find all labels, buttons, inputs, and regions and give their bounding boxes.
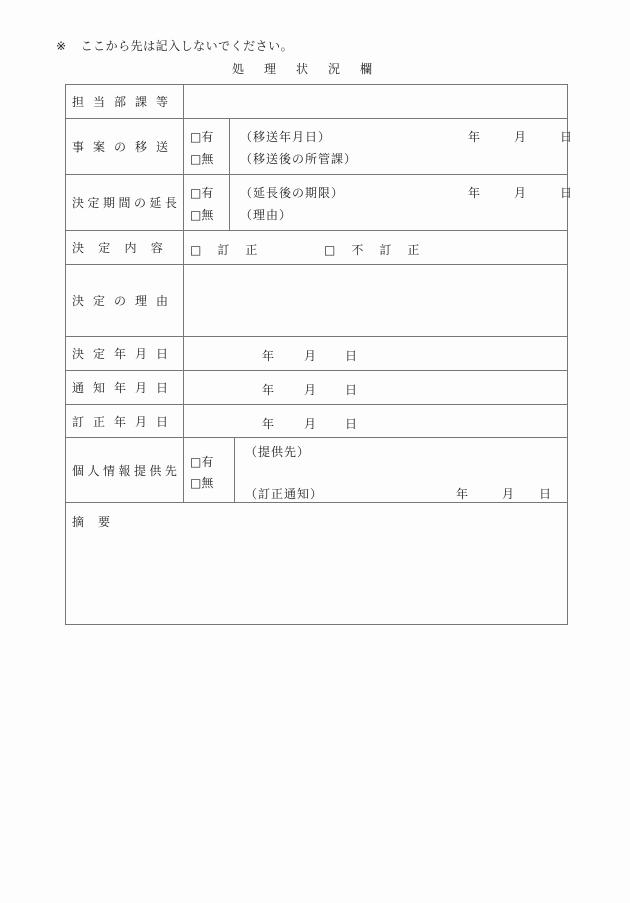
label-reason: 決 定 の 理 由 [66, 265, 184, 336]
row-reason [66, 265, 567, 337]
row-extension [66, 175, 573, 231]
row-provision [66, 438, 567, 503]
transfer-no-checkbox[interactable]: □無 [190, 152, 214, 166]
provision-yes-checkbox[interactable]: □有 [190, 455, 214, 469]
label-decision-date: 決 定 年 月 日 [66, 337, 184, 370]
transfer-yes-checkbox[interactable]: □有 [190, 130, 214, 144]
reference-mark: ※ [56, 39, 67, 53]
label-provision: 個 人 情 報 提 供 先 [66, 438, 184, 502]
provision-correction-notice-label: （訂正通知） [245, 487, 324, 501]
extension-yes-no [184, 175, 230, 230]
label-transfer: 事 案 の 移 送 [66, 119, 184, 174]
provision-no-checkbox[interactable]: □無 [190, 476, 214, 490]
row-summary[interactable] [66, 503, 567, 624]
processing-status-form [65, 84, 573, 625]
extension-deadline-label: （延長後の期限） [240, 186, 345, 200]
row-decision-date [66, 337, 567, 371]
extension-detail[interactable]: （延長後の期限） （理由） 年 月 日 [240, 186, 573, 222]
department-field[interactable] [184, 85, 567, 118]
extension-yes-checkbox[interactable]: □有 [190, 186, 214, 200]
notice-date-field[interactable]: 年 月 日 [262, 383, 358, 397]
transfer-detail[interactable]: （移送年月日） （移送後の所管課） 年 月 日 [240, 130, 573, 166]
row-decision [66, 231, 567, 265]
row-department [66, 85, 567, 119]
provision-yes-no [184, 438, 235, 502]
label-summary: 摘 要 [72, 515, 112, 529]
label-correction-date: 訂 正 年 月 日 [66, 405, 184, 437]
decision-date-field[interactable]: 年 月 日 [262, 349, 358, 363]
row-transfer [66, 119, 573, 175]
provision-detail[interactable]: （提供先） （訂正通知） 年 月 日 [245, 445, 552, 501]
form-title: 処理状況欄 [232, 62, 393, 76]
transfer-dept-label: （移送後の所管課） [240, 152, 358, 166]
label-department: 担 当 部 課 等 [66, 85, 184, 118]
provision-recipient-label: （提供先） [245, 445, 311, 459]
row-notice-date [66, 371, 567, 405]
decision-no-correct-checkbox[interactable]: □ 不 訂 正 [324, 243, 422, 257]
transfer-yes-no [184, 119, 230, 174]
extension-no-checkbox[interactable]: □無 [190, 208, 214, 222]
label-decision: 決 定 内 容 [66, 231, 184, 264]
extension-reason-label: （理由） [240, 208, 293, 222]
label-extension: 決 定 期 間 の 延 長 [66, 175, 184, 230]
notice-text [56, 37, 293, 54]
row-correction-date [66, 405, 567, 438]
decision-correct-checkbox[interactable]: □ 訂 正 [190, 243, 260, 257]
reason-field[interactable] [184, 265, 567, 336]
transfer-date-label: （移送年月日） [240, 130, 332, 144]
notice-message: ここから先は記入しないでください。 [80, 39, 294, 53]
label-notice-date: 通 知 年 月 日 [66, 371, 184, 404]
correction-date-field[interactable]: 年 月 日 [262, 417, 358, 431]
